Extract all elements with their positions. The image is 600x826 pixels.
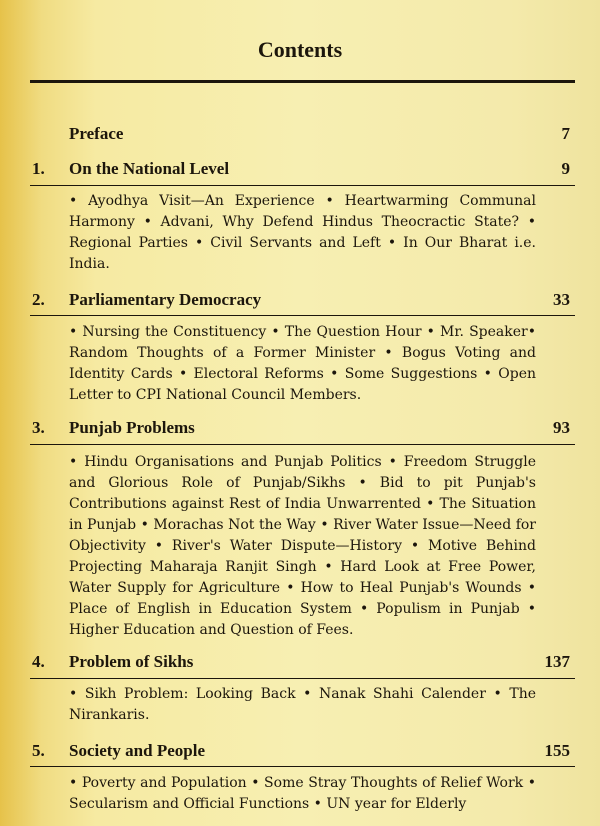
toc-entry-chapter-1[interactable] xyxy=(0,159,600,272)
chapter-divider xyxy=(30,678,575,679)
toc-entry-chapter-3[interactable] xyxy=(0,418,600,638)
chapter-title: Punjab Problems xyxy=(69,418,195,437)
toc-entry-chapter-4[interactable] xyxy=(0,652,600,723)
chapter-topics: • Poverty and Population • Some Stray Thoughts of Relief Work • Secularism and Official Functions • UN year for Elderly xyxy=(69,775,536,812)
chapter-page-number: 93 xyxy=(553,418,570,437)
chapter-page-number: 137 xyxy=(544,652,570,671)
toc-entry-chapter-5[interactable] xyxy=(0,741,600,812)
toc-entry-chapter-2[interactable] xyxy=(0,290,600,403)
chapter-title: Society and People xyxy=(69,741,205,760)
header-rule xyxy=(30,80,575,83)
chapter-divider xyxy=(30,766,575,767)
chapter-number: 1. xyxy=(32,159,45,178)
chapter-page-number: 155 xyxy=(544,741,570,760)
chapter-page-number: 9 xyxy=(561,159,570,178)
toc-entry-preface[interactable] xyxy=(0,124,600,148)
chapter-number: 5. xyxy=(32,741,45,760)
entry-page-number: 7 xyxy=(561,124,570,143)
chapter-number: 3. xyxy=(32,418,45,437)
chapter-page-number: 33 xyxy=(553,290,570,309)
chapter-divider xyxy=(30,444,575,445)
entry-title: Preface xyxy=(69,124,124,143)
chapter-title: On the National Level xyxy=(69,159,230,178)
chapter-topics: • Hindu Organisations and Punjab Politics • Freedom Struggle and Glorious Role of Punjab/Sikhs • Bid to pit Punjab's Contributions against Rest of India Unwarrented • The Situation in Punjab • Morachas Not the Way • River Water Issue—Need for Objectivity • River's Water Dispute—History • Motive Behind Projecting Maharaja Ranjit Singh • Hard Look at Free Power, Water Supply for Agriculture • How to Heal Punjab's Wounds • Place of English in Education System • Populism in Punjab • Higher Education and Question of Fees. xyxy=(69,454,536,638)
chapter-topics: • Ayodhya Visit—An Experience • Heartwarming Communal Harmony • Advani, Why Defend Hindus Theocractic State? • Regional Parties • Civil Servants and Left • In Our Bharat i.e. India. xyxy=(69,193,536,272)
chapter-number: 4. xyxy=(32,652,45,671)
chapter-topics: • Nursing the Constituency • The Question Hour • Mr. Speaker• Random Thoughts of a Former Minister • Bogus Voting and Identity Cards • Electoral Reforms • Some Suggestions • Open Letter to CPI National Council Members. xyxy=(69,324,536,403)
chapter-topics: • Sikh Problem: Looking Back • Nanak Shahi Calender • The Nirankaris. xyxy=(69,686,536,723)
chapter-title: Parliamentary Democracy xyxy=(69,290,262,309)
chapter-divider xyxy=(30,315,575,316)
chapter-number: 2. xyxy=(32,290,45,309)
chapter-divider xyxy=(30,185,575,186)
page-title: Contents xyxy=(257,37,343,62)
chapter-title: Problem of Sikhs xyxy=(69,652,194,671)
